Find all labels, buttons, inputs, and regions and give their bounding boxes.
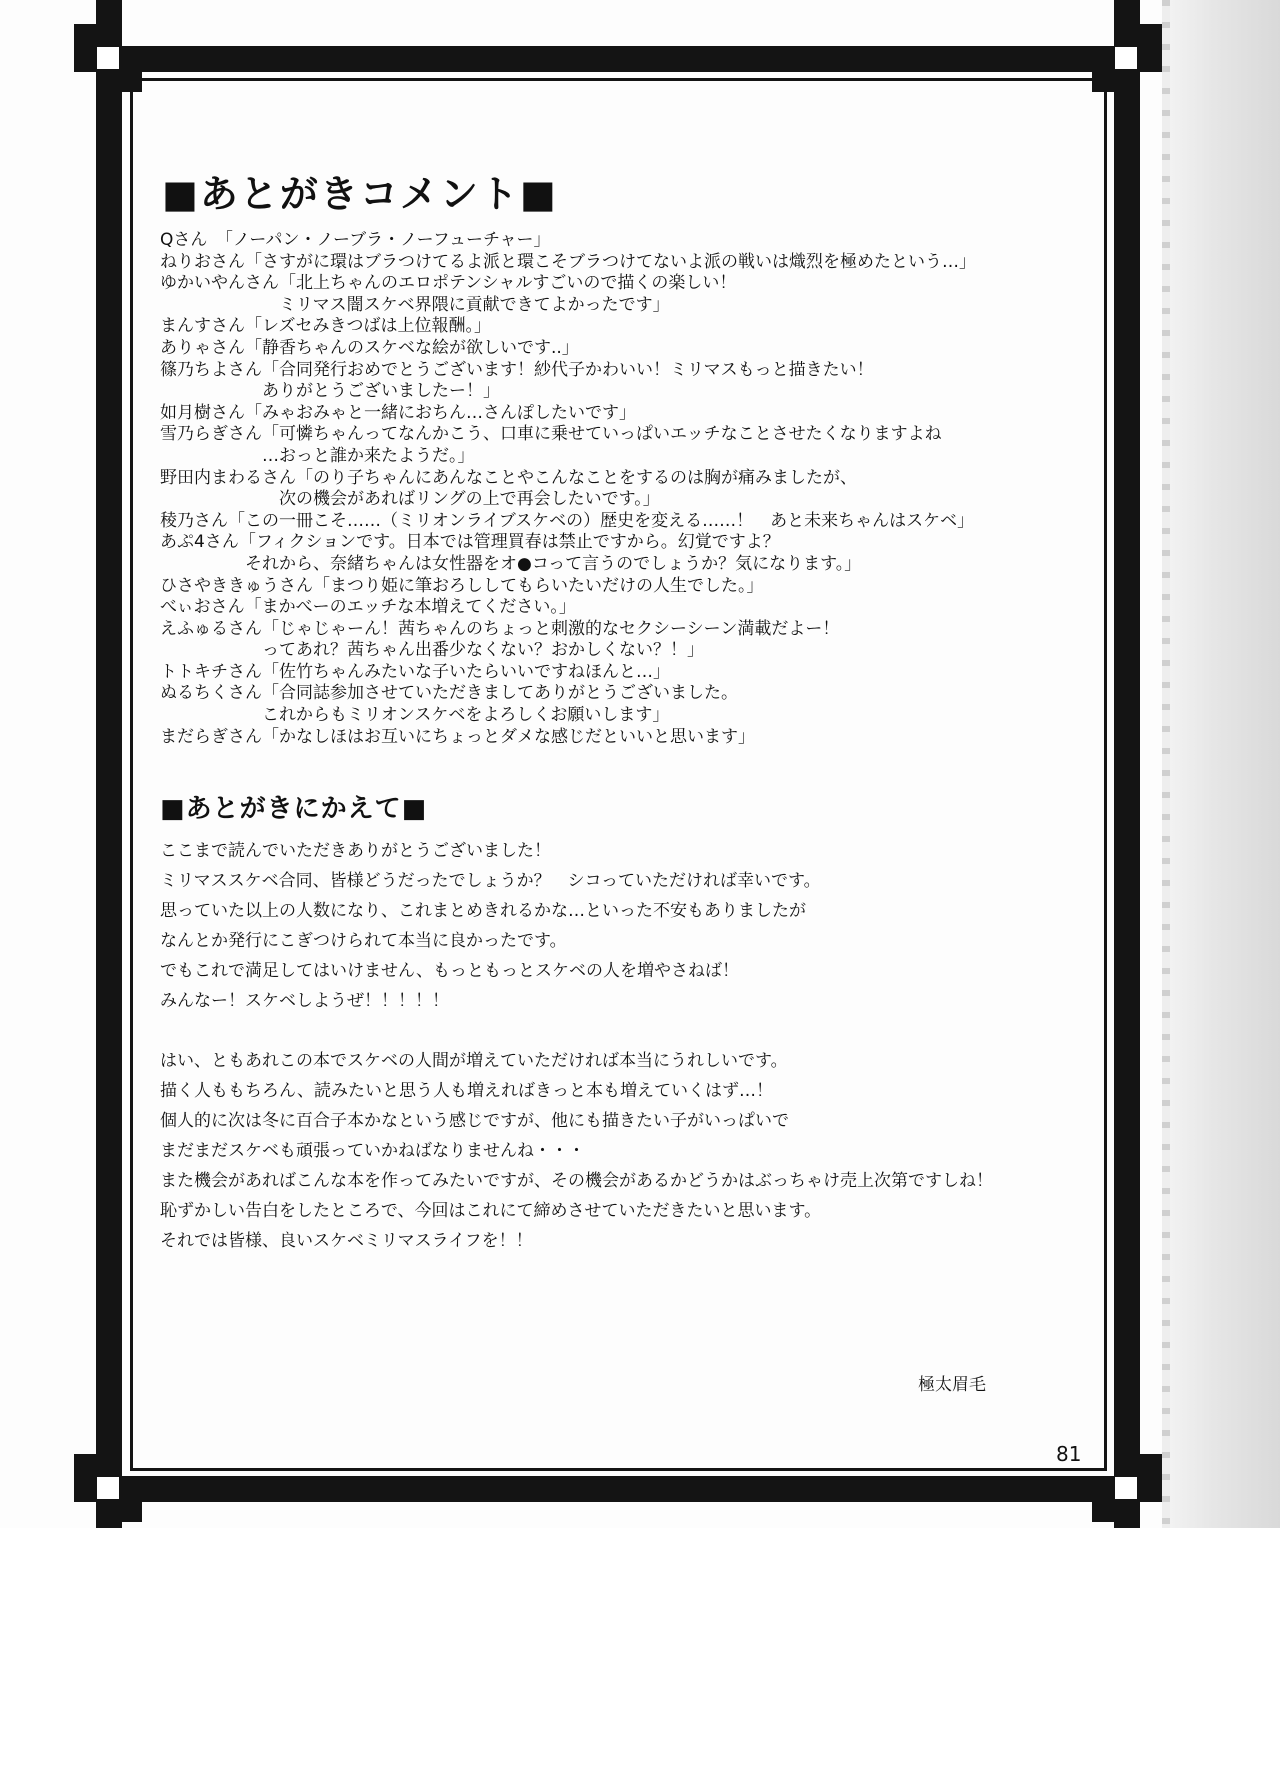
comment-line: トトキチさん「佐竹ちゃんみたいな子いたらいいですねほんと…」 xyxy=(160,661,670,682)
corner-checker-top-right xyxy=(1115,47,1137,69)
afterword-line xyxy=(160,1016,1090,1046)
frame-inner-top-line xyxy=(130,78,1107,81)
frame-inner-left-line xyxy=(130,80,133,1468)
comment-line: 野田内まわるさん「のり子ちゃんにあんなことやこんなことをするのは胸が痛みましたが、 xyxy=(160,467,857,488)
comment-line: Qさん 「ノーパン・ノーブラ・ノーフューチャー」 xyxy=(160,230,551,250)
corner-checker-bottom-right-outer xyxy=(1140,1454,1162,1476)
corner-checker-bottom-right xyxy=(1115,1477,1137,1499)
corner-checker-bottom-left-inner xyxy=(120,1500,142,1522)
corner-checker-top-left xyxy=(97,47,119,69)
afterword-line: それでは皆様、良いスケベミリマスライフを！！ xyxy=(160,1231,533,1252)
comment-line: ぬるちくさん「合同誌参加させていただきましてありがとうございました。 xyxy=(160,683,738,704)
corner-checker-top-left-inner xyxy=(120,70,142,92)
comment-line: これからもミリオンスケベをよろしくお願いします」 xyxy=(160,705,670,726)
afterword-line: 恥ずかしい告白をしたところで、今回はこれにて締めさせていただきたいと思います。 xyxy=(160,1201,822,1222)
comment-line: あぷ4さん「フィクションです。日本では管理買春は禁止ですから。幻覚ですよ？ xyxy=(160,532,780,553)
corner-checker-top-right-inner xyxy=(1092,70,1114,92)
comment-line: ゆかいやんさん「北上ちゃんのエロポテンシャルすごいので描くの楽しい！ xyxy=(160,273,737,294)
afterword-line: まだまだスケベも頑張っていかねばなりませんね・・・ xyxy=(160,1141,585,1162)
comment-line: ってあれ？茜ちゃん出番少なくない？おかしくない？！」 xyxy=(160,640,704,661)
corner-checker-top-right-outer xyxy=(1140,24,1162,46)
frame-right-bar xyxy=(1114,0,1140,1528)
corner-checker-top-left-outer xyxy=(74,24,96,46)
afterword-line: はい、ともあれこの本でスケベの人間が増えていただければ本当にうれしいです。 xyxy=(160,1051,788,1072)
comments-list xyxy=(160,230,1090,748)
afterword-line: ここまで読んでいただきありがとうございました！ xyxy=(160,841,551,862)
comment-line: それから、奈緒ちゃんは女性器をオ●コって言うのでしょうか？気になります。」 xyxy=(160,553,862,574)
comment-line: 篠乃ちよさん「合同発行おめでとうございます！紗代子かわいい！ミリマスもっと描きたい！ xyxy=(160,359,874,380)
afterword-heading: ■あとがきにかえて■ xyxy=(160,794,428,825)
comment-line: …おっと誰か来たようだ。」 xyxy=(160,445,475,466)
comment-line: ねりおさん「さすがに環はブラつけてるよ派と環こそブラつけてないよ派の戦いは熾烈を極めたという…」 xyxy=(160,251,976,272)
afterword-body xyxy=(160,836,1090,1256)
author-signature: 極太眉毛 xyxy=(918,1375,986,1395)
binding-edge xyxy=(1162,0,1170,1528)
binding-strip xyxy=(1170,0,1280,1528)
afterword-line: ミリマススケベ合同、皆様どうだったでしょうか？ シコっていただければ幸いです。 xyxy=(160,871,821,892)
comments-heading: ■あとがきコメント■ xyxy=(162,172,558,216)
afterword-line: なんとか発行にこぎつけられて本当に良かったです。 xyxy=(160,931,567,952)
comment-line: まだらぎさん「かなしほはお互いにちょっとダメな感じだといいと思います」 xyxy=(160,726,755,747)
comment-line: ありゃさん「静香ちゃんのスケベな絵が欲しいです..」 xyxy=(160,337,579,358)
page-number: 81 xyxy=(1056,1442,1082,1466)
page-content xyxy=(160,170,1090,1256)
frame-inner-right-line xyxy=(1104,80,1107,1468)
afterword-line: 描く人ももちろん、読みたいと思う人も増えればきっと本も増えていくはず…！ xyxy=(160,1081,774,1102)
frame-bottom-bar xyxy=(74,1476,1162,1502)
comment-line: ひさやききゅうさん「まつり姫に筆おろししてもらいたいだけの人生でした。」 xyxy=(160,575,764,596)
afterword-line: でもこれで満足してはいけません、もっともっとスケベの人を増やさねば！ xyxy=(160,961,740,982)
frame-left-bar xyxy=(96,0,122,1528)
corner-checker-bottom-left-outer xyxy=(74,1454,96,1476)
frame-top-bar xyxy=(74,46,1162,72)
corner-checker-bottom-right-inner xyxy=(1092,1500,1114,1522)
afterword-line: 個人的に次は冬に百合子本かなという感じですが、他にも描きたい子がいっぱいで xyxy=(160,1111,789,1132)
corner-checker-bottom-left xyxy=(97,1477,119,1499)
comment-line: 如月樹さん「みゃおみゃと一緒におちん…さんぽしたいです」 xyxy=(160,402,636,423)
frame-inner-bottom-line xyxy=(130,1468,1107,1471)
comment-line: ありがとうございましたー！」 xyxy=(160,381,500,402)
comment-line: 稜乃さん「この一冊こそ……（ミリオンライブスケベの）歴史を変える……！ あと未来ちゃんはスケベ」 xyxy=(160,510,975,531)
afterword-line: 思っていた以上の人数になり、これまとめきれるかな…といった不安もありましたが xyxy=(160,901,806,922)
afterword-line: みんなー！スケベしようぜ！！！！！ xyxy=(160,991,449,1012)
comment-line: 雪乃らぎさん「可憐ちゃんってなんかこう、口車に乗せていっぱいエッチなことさせたくなりますよね xyxy=(160,424,942,445)
afterword-line: また機会があればこんな本を作ってみたいですが、その機会があるかどうかはぶっちゃけ売上次第ですしね！ xyxy=(160,1171,993,1192)
comment-line: えふゅるさん「じゃじゃーん！茜ちゃんのちょっと刺激的なセクシーシーン満載だよー！ xyxy=(160,618,840,639)
comment-line: まんすさん「レズセみきつばは上位報酬。」 xyxy=(160,316,491,337)
comment-line: 次の機会があればリングの上で再会したいです。」 xyxy=(160,489,660,510)
comment-line: べぃおさん「まかべーのエッチな本増えてください。」 xyxy=(160,597,576,618)
comment-line: ミリマス闇スケベ界隈に貢献できてよかったです」 xyxy=(160,294,670,315)
